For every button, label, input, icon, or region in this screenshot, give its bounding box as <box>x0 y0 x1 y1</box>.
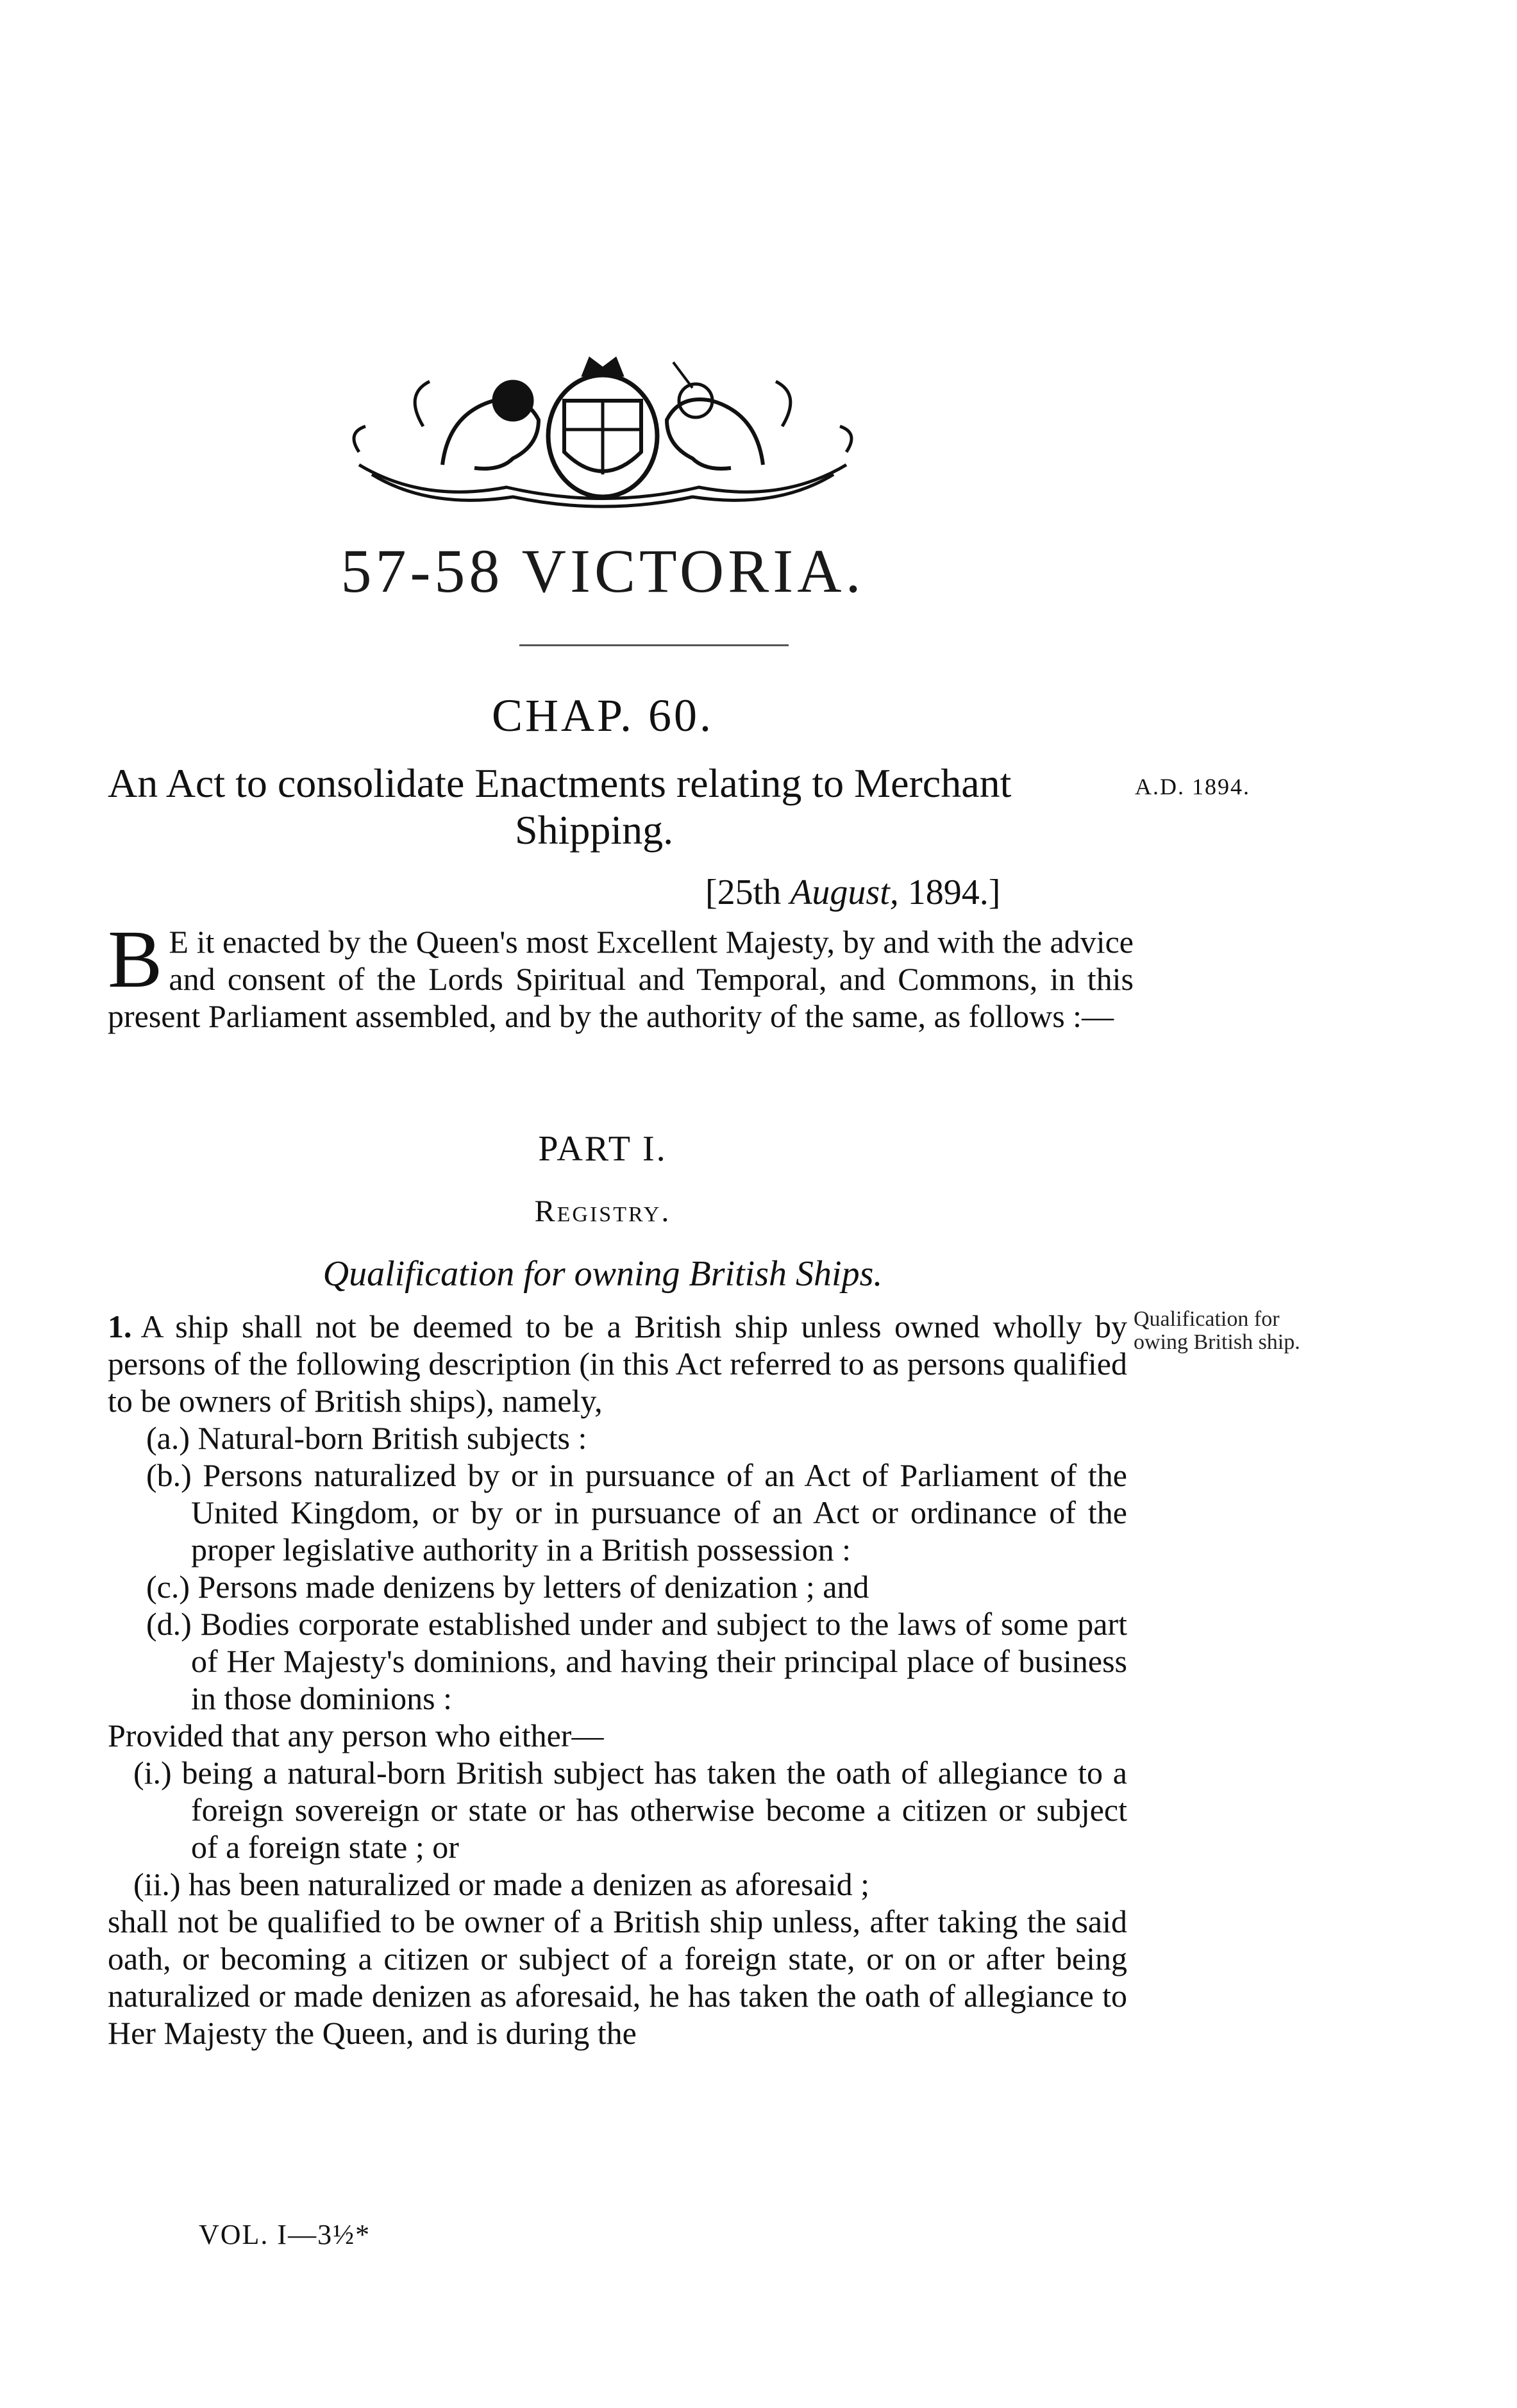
list-item-a: (a.) Natural-born British subjects : <box>146 1420 587 1456</box>
royal-coat-of-arms <box>346 356 859 510</box>
year-margin-note: A.D. 1894. <box>1135 774 1250 799</box>
drop-cap: B <box>108 914 163 1005</box>
section-group-heading: Qualification for owning British Ships. <box>323 1254 883 1294</box>
volume-signature: VOL. I—3½* <box>199 2219 371 2250</box>
section-1 <box>108 1308 1127 2052</box>
part-title: PART I. <box>538 1129 667 1169</box>
assent-date <box>705 872 1000 913</box>
proviso: Provided that any person who either— <box>108 1718 604 1753</box>
section-1-intro <box>108 1308 1127 1419</box>
section-1-intro-text: A ship shall not be deemed to be a British ship unless owned wholly by persons of the following description (in this Act referred to as persons qualified to be owners of British ships), namely, <box>108 1309 1127 1419</box>
list-item-d: (d.) Bodies corporate established under and subject to the laws of some part of Her Majesty's dominions, and having their principal place of business in those dominions : <box>146 1606 1127 1716</box>
divider-rule <box>519 644 789 646</box>
reign-heading: 57-58 VICTORIA. <box>340 537 865 605</box>
date-year: 1894.] <box>907 873 1001 912</box>
list-item-c: (c.) Persons made denizens by letters of denization ; and <box>146 1569 869 1605</box>
date-day: [25th <box>705 873 782 912</box>
section-number: 1. <box>108 1309 132 1344</box>
section-1-margin-note: Qualification for owing British ship. <box>1134 1307 1300 1354</box>
date-month: August, <box>790 873 899 912</box>
act-title-line-1: An Act to consolidate Enactments relating to Merchant <box>108 760 1012 806</box>
chapter-heading: CHAP. 60. <box>491 690 714 741</box>
enacting-clause <box>108 914 1134 1035</box>
list-item-ii: (ii.) has been naturalized or made a denizen as aforesaid ; <box>133 1866 870 1902</box>
enacting-text: E it enacted by the Queen's most Excellent Majesty, by and with the advice and consent of the Lords Spiritual and Temporal, and Commons, in this present Parliament assembled, and by the authority of the same, as follows :— <box>108 924 1134 1034</box>
list-item-i: (i.) being a natural-born British subject has taken the oath of allegiance to a foreign sovereign or state or has otherwise become a citizen or subject of a foreign state ; or <box>133 1755 1127 1865</box>
act-title-line-2: Shipping. <box>515 807 674 853</box>
part-subtitle: Registry. <box>534 1194 671 1228</box>
closing-text: shall not be qualified to be owner of a British ship unless, after taking the said oath, or becoming a citizen or subject of a foreign state, or on or after being naturalized or made denizen as aforesaid, he has taken the oath of allegiance to Her Majesty the Queen, and is during the <box>108 1903 1127 2051</box>
list-item-b: (b.) Persons naturalized by or in pursuance of an Act of Parliament of the United Kingdom, or by or in pursuance of an Act or ordinance of the proper legislative authority in a British possession : <box>146 1457 1127 1568</box>
